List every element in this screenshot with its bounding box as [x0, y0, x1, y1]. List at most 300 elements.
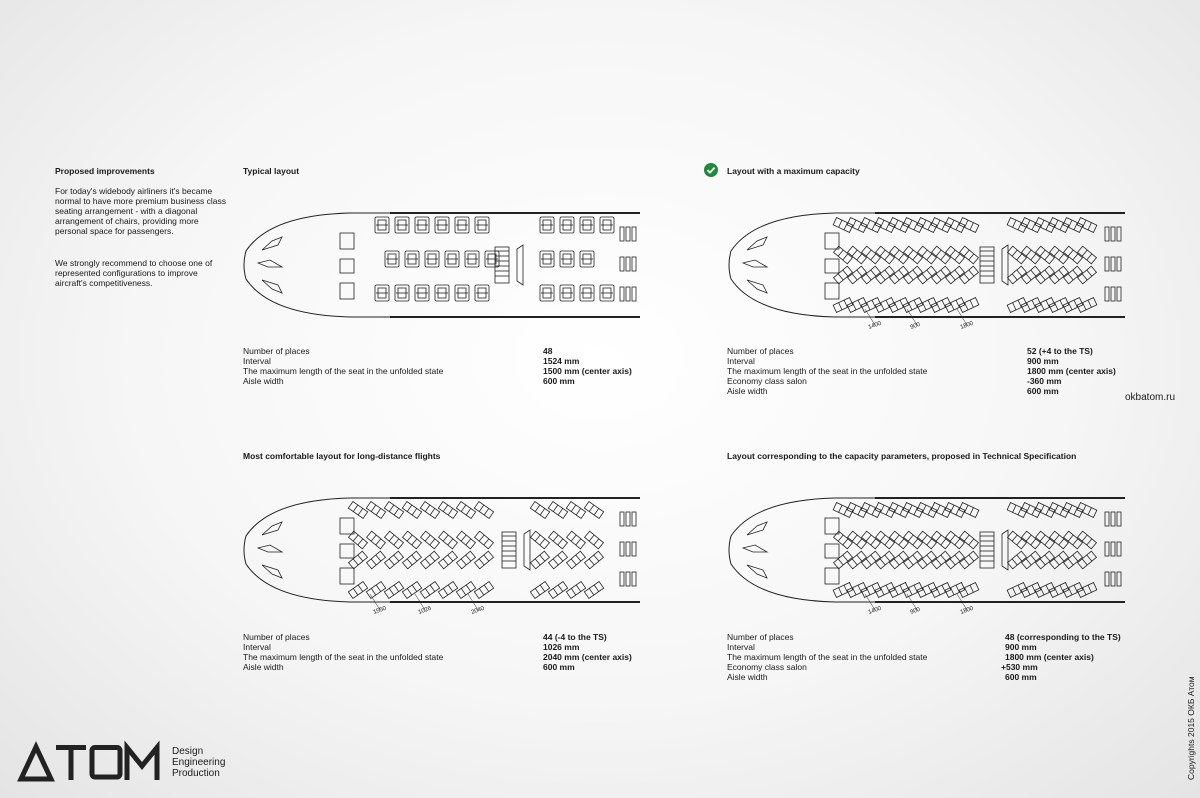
seat-divider: [358, 508, 363, 515]
seat-divider: [885, 270, 890, 276]
seat-shell: [862, 531, 881, 549]
seat-shell: [904, 246, 923, 264]
seat-divider: [1087, 254, 1092, 260]
seat-divider: [942, 223, 945, 230]
galley-block: [340, 283, 354, 299]
seat: [1064, 246, 1083, 264]
seat-divider: [950, 535, 955, 541]
seat: [834, 246, 853, 264]
seat-divider: [589, 559, 594, 565]
seat-shell: [549, 551, 568, 569]
seat-divider: [376, 555, 381, 561]
seat: [366, 502, 385, 519]
seat-divider: [553, 535, 558, 541]
seat-shell: [932, 551, 951, 569]
galley-block: [825, 518, 839, 534]
seat-divider: [461, 588, 466, 595]
seat: [438, 502, 457, 519]
seat-divider: [913, 539, 918, 545]
seat-divider: [964, 535, 969, 541]
seat: [438, 582, 457, 599]
seat-divider: [839, 588, 842, 595]
seat: [549, 531, 568, 549]
seat-divider: [909, 303, 912, 310]
seat-divider: [1059, 270, 1064, 276]
stat-value: -360 mm: [1027, 376, 1062, 386]
galley-unit: [980, 532, 994, 568]
seat-divider: [866, 559, 871, 565]
seat-divider: [872, 223, 875, 230]
galley-block: [340, 518, 354, 534]
dimension-label: 2040: [470, 605, 486, 616]
seat-shell: [1078, 531, 1097, 549]
seat-shell: [420, 582, 439, 599]
seat-divider: [965, 303, 968, 310]
seat-divider: [951, 303, 954, 310]
seat-divider: [594, 585, 599, 592]
seat-divider: [965, 220, 968, 227]
seat-shell: [890, 246, 909, 264]
economy-seat: [1117, 572, 1121, 586]
seat-divider: [1013, 220, 1016, 227]
seat-divider: [843, 270, 848, 276]
seat: [349, 531, 368, 549]
seat-divider: [942, 300, 945, 307]
economy-seat: [1105, 542, 1109, 556]
economy-seat: [620, 542, 624, 556]
seat-divider: [955, 270, 960, 276]
stat-row: [243, 652, 632, 662]
seat-shell: [385, 531, 404, 549]
seat-divider: [466, 508, 471, 515]
seat-divider: [1041, 588, 1044, 595]
seat-divider: [407, 588, 412, 595]
seat-divider: [358, 555, 363, 561]
seat-shell: [1050, 266, 1069, 284]
seat: [834, 551, 853, 569]
seat-divider: [914, 585, 917, 592]
seat-divider: [1045, 539, 1050, 545]
stat-value: 2040 mm (center axis): [543, 652, 632, 662]
seat-divider: [838, 559, 843, 565]
seat: [349, 551, 368, 569]
seat-divider: [928, 223, 931, 230]
seat-divider: [1017, 254, 1022, 260]
seat-divider: [1087, 555, 1092, 561]
seat-divider: [951, 588, 954, 595]
seat-shell: [1036, 531, 1055, 549]
seat-divider: [358, 585, 363, 592]
seat-shell: [584, 582, 603, 599]
seat-divider: [1088, 508, 1091, 515]
seat-divider: [928, 585, 931, 592]
seat-divider: [857, 270, 862, 276]
seat-shell: [421, 531, 440, 549]
seat-divider: [1068, 559, 1073, 565]
seat-divider: [412, 585, 417, 592]
seat: [890, 246, 909, 264]
economy-seat: [626, 227, 630, 241]
seat-divider: [857, 254, 862, 260]
seat: [385, 551, 404, 569]
seat-divider: [922, 535, 927, 541]
seat-divider: [571, 559, 576, 565]
seat-divider: [886, 223, 889, 230]
seat-divider: [909, 588, 912, 595]
seat-divider: [443, 588, 448, 595]
seat-divider: [867, 505, 870, 512]
seat-divider: [1031, 555, 1036, 561]
seat: [1036, 531, 1055, 549]
seat-divider: [430, 555, 435, 561]
economy-seat: [632, 512, 636, 526]
seat-divider: [1027, 220, 1030, 227]
seat: [474, 502, 493, 519]
seat-divider: [594, 508, 599, 515]
seat-divider: [1018, 508, 1021, 515]
seat-divider: [881, 588, 884, 595]
seat: [1036, 266, 1055, 284]
seat: [834, 266, 853, 284]
dimension-label: 1800: [959, 320, 975, 331]
seat: [876, 551, 895, 569]
plane-diagram-typical: [240, 205, 640, 325]
seat-shell: [1078, 266, 1097, 284]
seat-divider: [484, 555, 489, 561]
seat-divider: [1069, 220, 1072, 227]
seat: [367, 531, 386, 549]
seat-divider: [914, 300, 917, 307]
seat-divider: [970, 585, 973, 592]
economy-seat: [1117, 257, 1121, 271]
seat: [918, 266, 937, 284]
stat-row: [727, 662, 1121, 672]
mid-galley: [980, 245, 1008, 285]
galley-cart: [1002, 530, 1008, 570]
seat-shell: [420, 502, 439, 519]
section-title-max-capacity: Layout with a maximum capacity: [727, 166, 860, 176]
seat-divider: [540, 508, 545, 515]
seat-divider: [922, 250, 927, 256]
seat-shell: [349, 551, 368, 569]
seat: [567, 531, 586, 549]
seat: [960, 551, 979, 569]
seat-shell: [848, 266, 867, 284]
seat-shell: [904, 551, 923, 569]
economy-seat: [1111, 257, 1115, 271]
seat-divider: [576, 555, 581, 561]
seat-divider: [941, 539, 946, 545]
seat-shell: [960, 266, 979, 284]
seat-shell: [946, 266, 965, 284]
seat-divider: [394, 585, 399, 592]
seat-shell: [456, 502, 475, 519]
economy-seat: [632, 542, 636, 556]
section-title-comfortable: Most comfortable layout for long-distance flights: [243, 451, 441, 461]
seat-shell: [1050, 551, 1069, 569]
stat-label: The maximum length of the seat in the unfolded state: [727, 652, 928, 662]
seat-divider: [1032, 508, 1035, 515]
seat: [862, 531, 881, 549]
seat-divider: [937, 220, 940, 227]
galley-cart: [524, 530, 530, 570]
seat-divider: [844, 300, 847, 307]
seat-divider: [1082, 250, 1087, 256]
seat-shell: [384, 582, 403, 599]
seat-divider: [853, 588, 856, 595]
seat-divider: [1045, 270, 1050, 276]
seat-divider: [389, 505, 394, 512]
seat-shell: [1036, 551, 1055, 569]
seat-divider: [1031, 539, 1036, 545]
seat-divider: [1046, 223, 1049, 230]
seat-shell: [946, 551, 965, 569]
intro-paragraph: For today's widebody airliners it's became normal to have more premium business class seating arrangement - with a diagonal arrangement of chairs, providing more personal space for passengers.: [55, 186, 227, 236]
seat-divider: [1054, 250, 1059, 256]
galley-cart: [517, 245, 523, 285]
seat: [890, 551, 909, 569]
stat-row: [727, 672, 1121, 682]
cockpit-window: [262, 280, 282, 293]
seat-divider: [955, 555, 960, 561]
seat-divider: [535, 535, 540, 541]
stat-label: Number of places: [727, 632, 794, 642]
seat-divider: [425, 505, 430, 512]
economy-seat: [1111, 227, 1115, 241]
seat-divider: [880, 535, 885, 541]
seat: [918, 551, 937, 569]
fuselage-outline: [244, 498, 640, 602]
seat-divider: [589, 535, 594, 541]
stat-row: [727, 632, 1121, 642]
galley-block: [340, 544, 354, 558]
seat-divider: [479, 588, 484, 595]
seat-divider: [1017, 555, 1022, 561]
seat: [960, 246, 979, 264]
seat-divider: [358, 539, 363, 545]
seat-divider: [866, 274, 871, 280]
seat: [918, 531, 937, 549]
seat: [960, 531, 979, 549]
seat-shell: [1036, 266, 1055, 284]
seat-divider: [936, 535, 941, 541]
stat-value: 900 mm: [1027, 356, 1059, 366]
seat-divider: [1059, 555, 1064, 561]
economy-seat: [632, 257, 636, 271]
seat-divider: [908, 535, 913, 541]
seat-shell: [1050, 531, 1069, 549]
seat-shell: [890, 266, 909, 284]
seat-divider: [881, 505, 884, 512]
seat-divider: [908, 250, 913, 256]
economy-seat: [632, 287, 636, 301]
seat: [1050, 531, 1069, 549]
seat-divider: [461, 559, 466, 565]
seat-divider: [484, 539, 489, 545]
seat-shell: [384, 502, 403, 519]
seat: [1036, 551, 1055, 569]
seat-divider: [1073, 254, 1078, 260]
seat-divider: [951, 505, 954, 512]
seat-divider: [394, 508, 399, 515]
stat-label: Aisle width: [727, 672, 768, 682]
stat-value: 1800 mm (center axis): [1005, 652, 1094, 662]
seat-divider: [928, 508, 931, 515]
seat-map: [348, 502, 603, 599]
seat-divider: [1073, 539, 1078, 545]
stat-label: The maximum length of the seat in the unfolded state: [243, 652, 444, 662]
seat-divider: [867, 220, 870, 227]
galley-block: [825, 568, 839, 584]
plane-diagram-max-capacity: [725, 205, 1125, 331]
economy-seat: [1117, 512, 1121, 526]
seat-divider: [1040, 250, 1045, 256]
seat-shell: [946, 246, 965, 264]
seat-divider: [936, 274, 941, 280]
seat-divider: [1027, 303, 1030, 310]
seat-divider: [466, 555, 471, 561]
cockpit-window: [743, 545, 767, 552]
economy-seat: [620, 287, 624, 301]
seat: [904, 246, 923, 264]
seat: [367, 551, 386, 569]
seat: [585, 531, 604, 549]
seat-map: [375, 217, 614, 301]
seat: [1078, 531, 1097, 549]
economy-seat: [1111, 572, 1115, 586]
seat-divider: [535, 505, 540, 512]
seat-shell: [862, 266, 881, 284]
seat-divider: [1046, 585, 1049, 592]
seat-divider: [558, 555, 563, 561]
seat-divider: [853, 303, 856, 310]
cockpit-window: [262, 522, 282, 535]
seat-divider: [852, 559, 857, 565]
seat-shell: [890, 531, 909, 549]
seat: [1078, 266, 1097, 284]
seat-shell: [1008, 266, 1027, 284]
seat-shell: [834, 551, 853, 569]
seat: [402, 582, 421, 599]
seat-divider: [908, 274, 913, 280]
seat-shell: [918, 531, 937, 549]
seat-divider: [394, 539, 399, 545]
seat-divider: [1012, 559, 1017, 565]
stat-label: The maximum length of the seat in the unfolded state: [243, 366, 444, 376]
seat-shell: [918, 551, 937, 569]
seat-shell: [890, 551, 909, 569]
seat-divider: [1059, 254, 1064, 260]
seat-divider: [950, 274, 955, 280]
tagline-line: Production: [172, 768, 220, 779]
seat-divider: [571, 505, 576, 512]
seat: [862, 551, 881, 569]
seat-divider: [425, 535, 430, 541]
seat-shell: [1064, 551, 1083, 569]
seat-divider: [1018, 223, 1021, 230]
seat: [456, 502, 475, 519]
seat-divider: [872, 508, 875, 515]
seat-divider: [867, 588, 870, 595]
seat-divider: [1017, 270, 1022, 276]
dimension-label: 1550: [372, 605, 388, 616]
seat-divider: [866, 535, 871, 541]
seat-shell: [848, 551, 867, 569]
seat-divider: [484, 508, 489, 515]
stat-row: [727, 386, 1116, 396]
seat-divider: [894, 250, 899, 256]
stat-row: [243, 356, 632, 366]
seat-divider: [936, 250, 941, 256]
seat-divider: [951, 220, 954, 227]
seat-shell: [1022, 531, 1041, 549]
stat-value: 48 (corresponding to the TS): [1005, 632, 1121, 642]
seat-divider: [922, 274, 927, 280]
seat-divider: [852, 250, 857, 256]
seat: [402, 502, 421, 519]
seat-divider: [371, 535, 376, 541]
seat-divider: [969, 555, 974, 561]
seat-divider: [881, 303, 884, 310]
seat-divider: [466, 539, 471, 545]
seat-shell: [566, 582, 585, 599]
seat-divider: [843, 254, 848, 260]
seat-shell: [1064, 246, 1083, 264]
stat-label: The maximum length of the seat in the unfolded state: [727, 366, 928, 376]
seat-divider: [540, 539, 545, 545]
seat-divider: [1041, 505, 1044, 512]
seat-divider: [927, 254, 932, 260]
seat: [531, 551, 550, 569]
seat-divider: [1088, 585, 1091, 592]
seat: [848, 531, 867, 549]
seat-divider: [443, 505, 448, 512]
seat-divider: [852, 535, 857, 541]
seat-shell: [585, 551, 604, 569]
seat-divider: [839, 505, 842, 512]
economy-seat: [620, 257, 624, 271]
economy-seat: [626, 572, 630, 586]
seat-divider: [899, 539, 904, 545]
seat: [420, 582, 439, 599]
seat-shell: [366, 502, 385, 519]
stats-comfortable: [243, 632, 632, 672]
website-link[interactable]: okbatom.ru: [1125, 392, 1176, 403]
stat-value: 1500 mm (center axis): [543, 366, 632, 376]
stat-row: [727, 376, 1116, 386]
economy-seat: [1105, 572, 1109, 586]
seat-divider: [594, 555, 599, 561]
seat-divider: [1018, 585, 1021, 592]
seat-divider: [894, 274, 899, 280]
seat-divider: [535, 588, 540, 595]
seat: [531, 531, 550, 549]
seat: [1064, 551, 1083, 569]
seat: [474, 582, 493, 599]
seat: [475, 551, 494, 569]
seat-shell: [474, 582, 493, 599]
seat-divider: [412, 555, 417, 561]
seat-divider: [371, 588, 376, 595]
seat-shell: [367, 531, 386, 549]
seat: [932, 246, 951, 264]
seat: [384, 582, 403, 599]
cockpit-window: [262, 565, 282, 578]
dimension-label: 1800: [959, 605, 975, 616]
seat-divider: [1041, 220, 1044, 227]
seat-shell: [1022, 246, 1041, 264]
seat-shell: [904, 531, 923, 549]
